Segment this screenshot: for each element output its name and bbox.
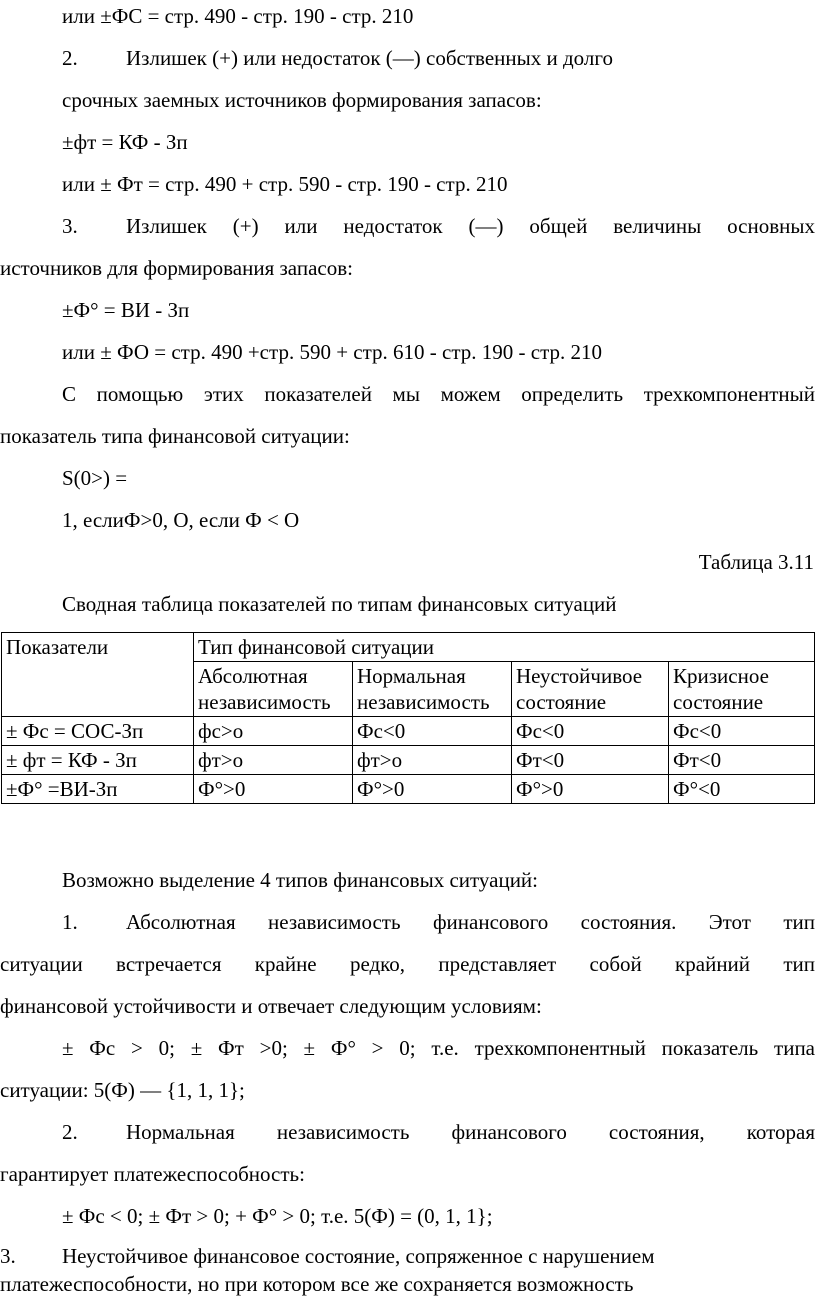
item-3-continuation: источников для формирования запасов:: [0, 256, 353, 280]
table-header-row: [2, 633, 815, 662]
table-cell: фс>о: [194, 717, 353, 746]
table-cell: Фт<0: [512, 746, 669, 775]
type-1-number: 1.: [62, 910, 78, 934]
type-1-text: Абсолютная независимость финансового состояния. Этот тип: [126, 910, 815, 934]
table-cell: Фт<0: [669, 746, 815, 775]
item-3-number: 3.: [62, 214, 78, 238]
item-3-text: Излишек (+) или недостаток (—) общей величины основных: [126, 214, 815, 238]
type-2-text: Нормальная независимость финансового состояния, которая: [126, 1120, 815, 1144]
table-cell: ± фт = КФ - Зп: [2, 746, 194, 775]
formula-fo-lines: или ± ФО = стр. 490 +стр. 590 + стр. 610 - стр. 190 - стр. 210: [62, 340, 603, 364]
formula-fs-lines: или ±ФС = стр. 490 - стр. 190 - стр. 210: [62, 4, 414, 28]
item-2-text: Излишек (+) или недостаток (—) собственных и долго: [126, 46, 613, 70]
table-cell: Ф°>0: [353, 775, 512, 804]
table-cell: фт>о: [353, 746, 512, 775]
type-1-conditions-intro: финансовой устойчивости и отвечает следующим условиям:: [0, 994, 542, 1018]
type-2-number: 2.: [62, 1120, 78, 1144]
table-title: Сводная таблица показателей по типам финансовых ситуаций: [62, 592, 617, 616]
table-cell: Фс<0: [669, 717, 815, 746]
summary-table: [1, 632, 815, 804]
table-row: [2, 746, 815, 775]
type-1-continuation: ситуации встречается крайне редко, представляет собой крайний тип: [0, 952, 815, 976]
table-cell: Ф°>0: [512, 775, 669, 804]
type-3-text: Неустойчивое финансовое состояние, сопряженное с нарушением: [62, 1244, 655, 1268]
paragraph-indicators: С помощью этих показателей мы можем определить трехкомпонентный: [62, 382, 815, 406]
table-row: [2, 717, 815, 746]
formula-s: S(0>) =: [62, 466, 128, 490]
subheader-unstable: Неустойчивое состояние: [512, 662, 669, 717]
type-1-conditions: ± Фс > 0; ± Фт >0; ± Ф° > 0; т.е. трехкомпонентный показатель типа: [62, 1036, 815, 1060]
formula-fo: ±Ф° = ВИ - Зп: [62, 298, 190, 322]
table-cell: ±Ф° =ВИ-Зп: [2, 775, 194, 804]
table-cell: фт>о: [194, 746, 353, 775]
table-cell: Фс<0: [353, 717, 512, 746]
type-3-number: 3.: [0, 1244, 16, 1268]
formula-ft: ±фт = КФ - Зп: [62, 130, 188, 154]
header-situation-type: Тип финансовой ситуации: [194, 633, 815, 662]
item-2-continuation: срочных заемных источников формирования запасов:: [62, 88, 542, 112]
subheader-normal: Нормальная независимость: [353, 662, 512, 717]
formula-ft-lines: или ± Фт = стр. 490 + стр. 590 - стр. 190 - стр. 210: [62, 172, 508, 196]
paragraph-four-types: Возможно выделение 4 типов финансовых ситуаций:: [62, 868, 539, 892]
table-cell: Ф°<0: [669, 775, 815, 804]
subheader-absolute: Абсолютная независимость: [194, 662, 353, 717]
table-cell: Ф°>0: [194, 775, 353, 804]
paragraph-indicators-continuation: показатель типа финансовой ситуации:: [0, 424, 350, 448]
type-2-conditions: ± Фс < 0; ± Фт > 0; + Ф° > 0; т.е. 5(Ф) = (0, 1, 1};: [62, 1204, 493, 1228]
type-2-continuation: гарантирует платежеспособность:: [0, 1162, 305, 1186]
header-indicators: Показатели: [2, 633, 194, 717]
type-1-indicator: ситуации: 5(Ф) — {1, 1, 1};: [0, 1078, 245, 1102]
type-3-continuation: платежеспособности, но при котором все же сохраняется возможность: [0, 1272, 634, 1296]
subheader-crisis: Кризисное состояние: [669, 662, 815, 717]
table-cell: Фс<0: [512, 717, 669, 746]
table-number: Таблица 3.11: [698, 550, 814, 574]
formula-s-condition: 1, еслиФ>0, О, если Ф < О: [62, 508, 300, 532]
table-cell: ± Фс = СОС-Зп: [2, 717, 194, 746]
table-row: [2, 775, 815, 804]
item-2-number: 2.: [62, 46, 78, 70]
